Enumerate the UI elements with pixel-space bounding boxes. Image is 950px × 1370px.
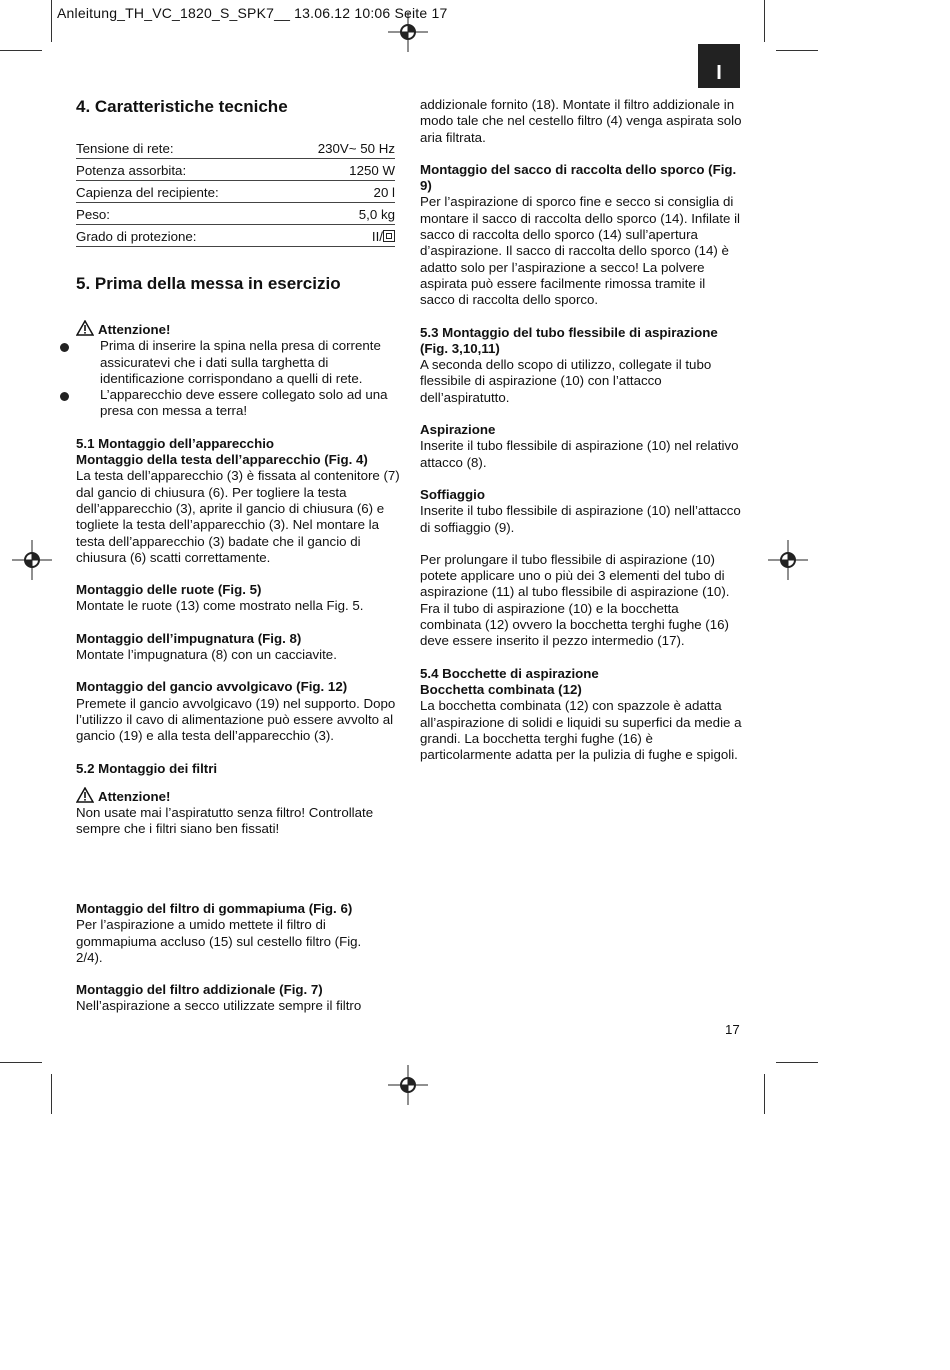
attention-heading: [76, 320, 406, 338]
crop-mark: [51, 1074, 52, 1114]
crop-mark: [776, 50, 818, 51]
subsection-heading: Montaggio dell’impugnatura (Fig. 8): [76, 630, 302, 646]
subsection-heading: Soffiaggio: [420, 486, 485, 502]
paragraph: Non usate mai l’aspiratutto senza filtro! Controllate sempre che i filtri siano ben fissati!: [76, 805, 374, 837]
registration-mark-icon: [768, 540, 808, 580]
subsection-heading: Montaggio del sacco di raccolta dello sporco (Fig. 9): [420, 161, 737, 194]
section-title: 5. Prima della messa in esercizio: [76, 274, 341, 293]
crop-mark: [51, 0, 52, 42]
paragraph: Inserite il tubo flessibile di aspirazione (10) nel relativo attacco (8).: [420, 438, 739, 470]
attention-label: Attenzione!: [98, 788, 171, 804]
paragraph: Nell’aspirazione a secco utilizzate sempre il filtro: [76, 998, 362, 1014]
subsection-heading: Montaggio del filtro addizionale (Fig. 7): [76, 982, 323, 998]
paragraph: Per l’aspirazione a umido mettete il filtro di gommapiuma accluso (15) sul cestello filtro (Fig. 2/4).: [76, 917, 362, 965]
subsection-heading: Bocchetta combinata (12): [420, 681, 582, 697]
spec-label: Peso:: [76, 207, 111, 222]
bullet-list: [76, 338, 406, 419]
right-column: [420, 97, 742, 763]
language-tab: I: [698, 44, 740, 88]
spec-label: Potenza assorbita:: [76, 163, 187, 178]
paragraph: A seconda dello scopo di utilizzo, collegate il tubo flessibile di aspirazione (10) con l’attacco dell’aspiratutto.: [420, 357, 712, 405]
paragraph: addizionale fornito (18). Montate il filtro addizionale in modo tale che nel cestello filtro (4) venga aspirata solo aria filtrata.: [420, 97, 742, 145]
spec-label: Tensione di rete:: [76, 141, 174, 156]
crop-mark: [0, 1062, 42, 1063]
paragraph: Per l’aspirazione di sporco fine e secco si consiglia di montare il sacco di raccolta dello sporco (14). Infilate il sacco di raccolta dello sporco (14) sull’apertura d’aspirazione. Il sacco di raccolta dello sporco (14) è adatto solo per l’aspirazione a secco! La polvere aspirata può essere facilmente rimossa tramite il sacco di raccolta dello sporco.: [420, 194, 741, 308]
spec-label: Capienza del recipiente:: [76, 185, 219, 200]
spec-value: 5,0 kg: [358, 207, 395, 222]
spec-value-text: II/: [371, 229, 383, 244]
spec-value: [372, 229, 395, 244]
spec-row: [76, 204, 395, 225]
subsection-heading: Aspirazione: [420, 422, 496, 438]
double-insulation-icon: [383, 230, 395, 242]
spec-label: Grado di protezione:: [76, 229, 197, 244]
spec-row: [76, 182, 395, 203]
spec-row: [76, 138, 395, 159]
registration-mark-icon: [388, 1065, 428, 1105]
attention-heading: [76, 787, 406, 805]
subsection-title: 5.3 Montaggio del tubo flessibile di aspirazione (Fig. 3,10,11): [420, 324, 718, 356]
subsection-heading: Montaggio delle ruote (Fig. 5): [76, 582, 262, 598]
left-column-bottom: [76, 901, 376, 1015]
file-slug: Anleitung_TH_VC_1820_S_SPK7__ 13.06.12 10:06 Seite 17: [57, 5, 448, 21]
paragraph: La bocchetta combinata (12) con spazzole è adatta all’aspirazione di solidi e liquidi su superfici da medie a grandi. La bocchetta terghi fughe (16) è particolarmente adatta per la pulizia di fughe e spigoli.: [420, 698, 742, 763]
subsection-heading: Montaggio del filtro di gommapiuma (Fig. 6): [76, 901, 353, 916]
section-title: 4. Caratteristiche tecniche: [76, 97, 288, 116]
spec-value: 230V~ 50 Hz: [317, 141, 395, 156]
warning-icon: [76, 320, 94, 336]
crop-mark: [0, 50, 42, 51]
list-item: L’apparecchio deve essere collegato solo ad una presa con messa a terra!: [76, 387, 406, 420]
registration-mark-icon: [12, 540, 52, 580]
paragraph: La testa dell’apparecchio (3) è fissata al contenitore (7) dal gancio di chiusura (6). Per togliere la testa dell’apparecchio (3), aprite il gancio di chiusura (6) e togliete la testa dell’apparecchio (3). Nel montare la testa dell’apparecchio (3) badate che il gancio di chiusura (6) scatti correttamente.: [76, 468, 400, 565]
crop-mark: [764, 0, 765, 42]
paragraph: Montate le ruote (13) come mostrato nella Fig. 5.: [76, 598, 364, 614]
paragraph: Premete il gancio avvolgicavo (19) nel supporto. Dopo l’utilizzo il cavo di alimentazione può essere avvolto al gancio (19) e alla testa dell’apparecchio (3).: [76, 695, 396, 744]
left-column: [76, 320, 406, 838]
attention-label: Attenzione!: [98, 322, 171, 337]
subsection-title: 5.2 Montaggio dei filtri: [76, 760, 218, 776]
warning-icon: [76, 787, 94, 803]
subsection-heading: Montaggio della testa dell’apparecchio (Fig. 4): [76, 452, 368, 468]
paragraph: Per prolungare il tubo flessibile di aspirazione (10) potete applicare uno o più dei 3 elementi del tubo di aspirazione (11) al tubo flessibile di aspirazione (10). Fra il tubo di aspirazione (10) e la bocchetta combinata (12) ovvero la bocchetta terghi fughe (16) deve essere inserito il pezzo intermedio (17).: [420, 551, 730, 649]
subsection-title: 5.4 Bocchette di aspirazione: [420, 665, 599, 681]
crop-mark: [764, 1074, 765, 1114]
spec-row: [76, 226, 395, 247]
list-item: Prima di inserire la spina nella presa di corrente assicuratevi che i dati sulla targhetta di identificazione corrispondano a quelli di rete.: [76, 338, 406, 387]
spec-table: [76, 138, 395, 247]
paragraph: Inserite il tubo flessibile di aspirazione (10) nell’attacco di soffiaggio (9).: [420, 503, 741, 535]
spec-row: [76, 160, 395, 181]
spec-value: 20 l: [373, 185, 395, 200]
crop-mark: [776, 1062, 818, 1063]
subsection-title: 5.1 Montaggio dell’apparecchio: [76, 435, 275, 451]
spec-value: 1250 W: [349, 163, 395, 178]
subsection-heading: Montaggio del gancio avvolgicavo (Fig. 12): [76, 679, 348, 695]
paragraph: Montate l’impugnatura (8) con un cacciavite.: [76, 647, 337, 663]
page-number: 17: [725, 1022, 740, 1037]
